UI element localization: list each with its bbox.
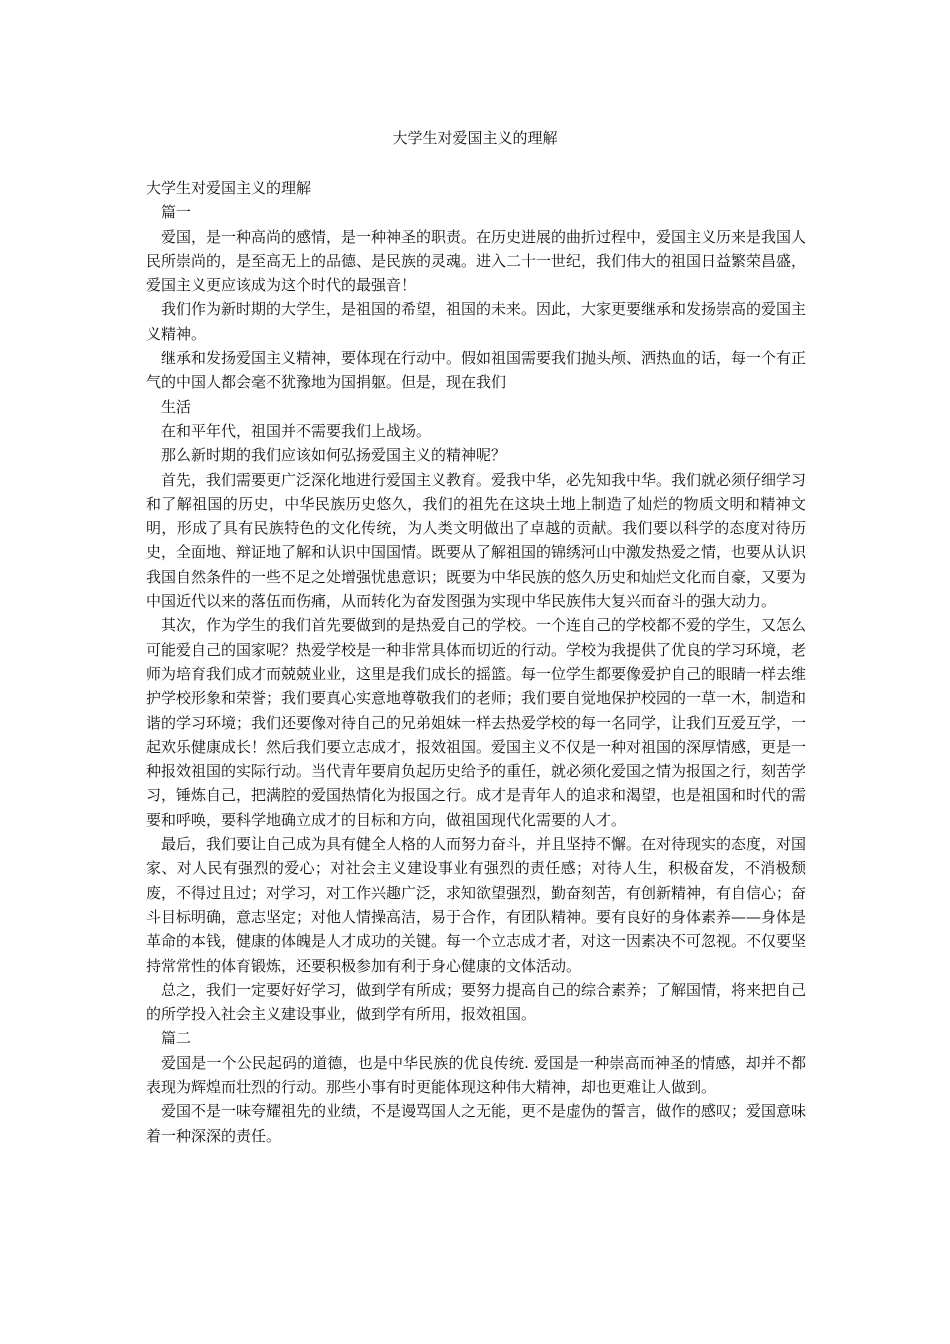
paragraph: 继承和发扬爱国主义精神，要体现在行动中。假如祖国需要我们抛头颅、洒热血的话，每一个有正气的中国人都会毫不犹豫地为国捐躯。但是，现在我们 xyxy=(146,349,807,392)
paragraph: 总之，我们一定要好好学习，做到学有所成；要努力提高自己的综合素养；了解国情，将来把自己的所学投入社会主义建设事业，做到学有所用，报效祖国。 xyxy=(146,980,807,1024)
paragraph: 篇一 xyxy=(161,203,192,222)
paragraph: 首先，我们需要更广泛深化地进行爱国主义教育。爱我中华，必先知我中华。我们就必须仔细学习和了解祖国的历史，中华民族历史悠久，我们的祖先在这块土地上制造了灿烂的物质文明和精神文明，形成了具有民族特色的文化传统，为人类文明做出了卓越的贡献。我们要以科学的态度对待历史，全面地、辩证地了解和认识中国国情。既要从了解祖国的锦绣河山中激发热爱之情，也要从认识我国自然条件的一些不足之处增强忧患意识；既要为中华民族的悠久历史和灿烂文化而自豪，又要为中国近代以来的落伍而伤痛，从而转化为奋发图强为实现中华民族伟大复兴而奋斗的强大动力。 xyxy=(146,470,807,611)
paragraph: 爱国，是一种高尚的感情，是一种神圣的职责。在历史进展的曲折过程中，爱国主义历来是我国人民所崇尚的，是至高无上的品德、是民族的灵魂。进入二十一世纪，我们伟大的祖国日益繁荣昌盛，爱国主义更应该成为这个时代的最强音！ xyxy=(146,227,807,295)
paragraph: 我们作为新时期的大学生，是祖国的希望，祖国的未来。因此，大家更要继承和发扬崇高的爱国主义精神。 xyxy=(146,300,807,343)
paragraph: 爱国不是一味夸耀祖先的业绩，不是谩骂国人之无能，更不是虚伪的誓言，做作的感叹；爱国意味着一种深深的责任。 xyxy=(146,1102,807,1145)
paragraph: 爱国是一个公民起码的道德，也是中华民族的优良传统. 爱国是一种崇高而神圣的情感，却并不都表现为辉煌而壮烈的行动。那些小事有时更能体现这种伟大精神，却也更难让人做到。 xyxy=(146,1053,806,1096)
paragraph: 那么新时期的我们应该如何弘扬爱国主义的精神呢？ xyxy=(161,446,507,465)
paragraph: 篇二 xyxy=(161,1029,192,1048)
document-body xyxy=(146,176,806,1148)
paragraph: 生活 xyxy=(161,397,192,416)
paragraph: 在和平年代，祖国并不需要我们上战场。 xyxy=(161,421,432,440)
paragraph: 其次，作为学生的我们首先要做到的是热爱自己的学校。一个连自己的学校都不爱的学生，又怎么可能爱自己的国家呢？热爱学校是一种非常具体而切近的行动。学校为我提供了优良的学习环境，老师为培育我们成才而兢兢业业，这里是我们成长的摇篮。每一位学生都要像爱护自己的眼睛一样去维护学校形象和荣誉；我们要真心实意地尊敬我们的老师；我们要自觉地保护校园的一草一木，制造和谐的学习环境；我们还要像对待自己的兄弟姐妹一样去热爱学校的每一名同学，让我们互爱互学，一起欢乐健康成长！然后我们要立志成才，报效祖国。爱国主义不仅是一种对祖国的深厚情感，更是一种报效祖国的实际行动。当代青年要肩负起历史给予的重任，就必须化爱国之情为报国之行，刻苦学习，锤炼自己，把满腔的爱国热情化为报国之行。成才是青年人的追求和渴望，也是祖国和时代的需要和呼唤，要科学地确立成才的目标和方向，做祖国现代化需要的人才。 xyxy=(146,616,807,829)
paragraph: 最后，我们要让自己成为具有健全人格的人而努力奋斗，并且坚持不懈。在对待现实的态度，对国家、对人民有强烈的爱心；对社会主义建设事业有强烈的责任感；对待人生，积极奋发，不消极颓废，不得过且过；对学习，对工作兴趣广泛，求知欲望强烈，勤奋刻苦，有创新精神，有自信心；奋斗目标明确，意志坚定；对他人情操高洁，易于合作，有团队精神。要有良好的身体素养——身体是革命的本钱，健康的体魄是人才成功的关键。每一个立志成才者，对这一因素决不可忽视。不仅要坚持常常性的体育锻炼，还要积极参加有利于身心健康的文体活动。 xyxy=(146,835,807,975)
document-title: 大学生对爱国主义的理解 xyxy=(392,129,558,147)
subtitle-heading: 大学生对爱国主义的理解 xyxy=(146,179,312,197)
